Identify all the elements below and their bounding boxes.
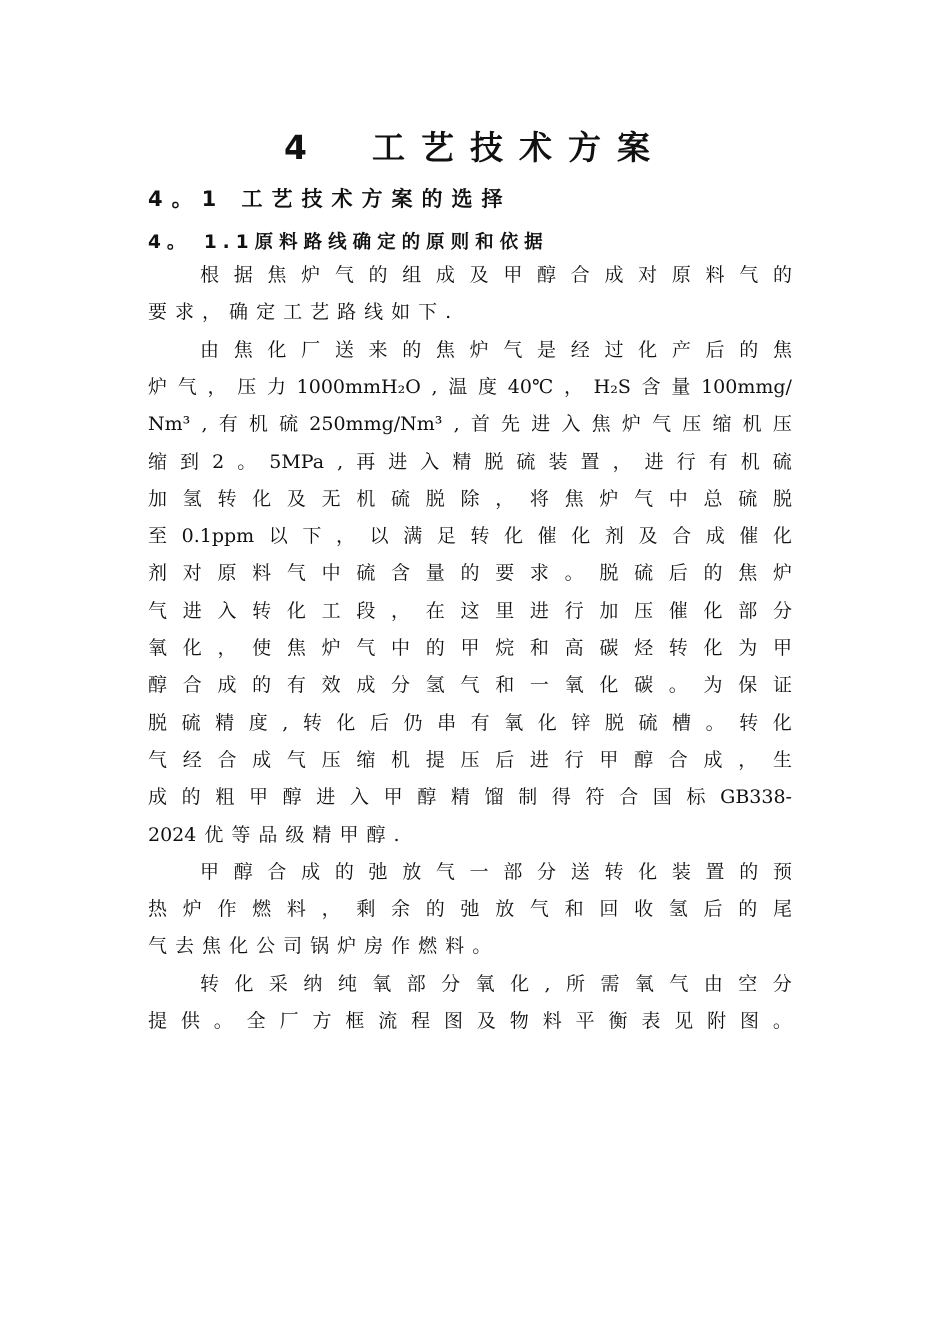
paragraph-line: 要 求 ， 确 定 工 艺 路 线 如 下 . (148, 301, 452, 324)
paragraph-line: 热 炉 作 燃 料 ， 剩 余 的 弛 放 气 和 回 收 氢 后 的 尾 (148, 898, 792, 921)
paragraph-line: 炉 气 ， 压 力 1000mmH₂O , 温 度 40℃ ， H₂S 含 量 100mmg/ (148, 375, 792, 398)
chapter-title: 4 工艺技术方案 (284, 128, 666, 167)
paragraph-line: 加 氢 转 化 及 无 机 硫 脱 除 ， 将 焦 炉 气 中 总 硫 脱 (148, 487, 792, 510)
paragraph-line: 气 经 合 成 气 压 缩 机 提 压 后 进 行 甲 醇 合 成 ， 生 (148, 748, 792, 771)
paragraph-line: 提 供 。 全 厂 方 框 流 程 图 及 物 料 平 衡 表 见 附 图 。 (148, 1010, 792, 1032)
subsection-heading: 4。 1.1原料路线确定的原则和依据 (148, 232, 549, 253)
paragraph-line: 缩 到 2 。 5MPa , 再 进 入 精 脱 硫 装 置 ， 进 行 有 机 硫 (148, 450, 792, 473)
paragraph-line: 成 的 粗 甲 醇 进 入 甲 醇 精 馏 制 得 符 合 国 标 GB338- (148, 786, 792, 809)
paragraph-line: 气 去 焦 化 公 司 锅 炉 房 作 燃 料 。 (148, 935, 492, 958)
section-heading: 4。1 工艺技术方案的选择 (148, 187, 512, 211)
paragraph-line: 脱 硫 精 度 , 转 化 后 仍 串 有 氧 化 锌 脱 硫 槽 。 转 化 (148, 711, 792, 734)
paragraph-line: 2024 优 等 品 级 精 甲 醇 . (148, 823, 400, 846)
paragraph-line: 醇 合 成 的 有 效 成 分 氢 气 和 一 氧 化 碳 。 为 保 证 (148, 674, 792, 697)
paragraph-line: 由 焦 化 厂 送 来 的 焦 炉 气 是 经 过 化 产 后 的 焦 (200, 338, 792, 361)
paragraph-line: 甲 醇 合 成 的 弛 放 气 一 部 分 送 转 化 装 置 的 预 (200, 860, 792, 883)
paragraph-line: 氧 化 ， 使 焦 炉 气 中 的 甲 烷 和 高 碳 烃 转 化 为 甲 (148, 637, 792, 659)
paragraph-line: 剂 对 原 料 气 中 硫 含 量 的 要 求 。 脱 硫 后 的 焦 炉 (148, 562, 792, 585)
paragraph-line: Nm³ , 有 机 硫 250mmg/Nm³ , 首 先 进 入 焦 炉 气 压 缩 机 压 (148, 413, 792, 436)
paragraph-line: 至 0.1ppm 以 下 ， 以 满 足 转 化 催 化 剂 及 合 成 催 化 (148, 525, 792, 548)
paragraph-line: 根 据 焦 炉 气 的 组 成 及 甲 醇 合 成 对 原 料 气 的 (200, 264, 792, 286)
paragraph-line: 气 进 入 转 化 工 段 ， 在 这 里 进 行 加 压 催 化 部 分 (148, 599, 792, 622)
paragraph-line: 转 化 采 纳 纯 氧 部 分 氧 化 , 所 需 氧 气 由 空 分 (200, 972, 792, 995)
